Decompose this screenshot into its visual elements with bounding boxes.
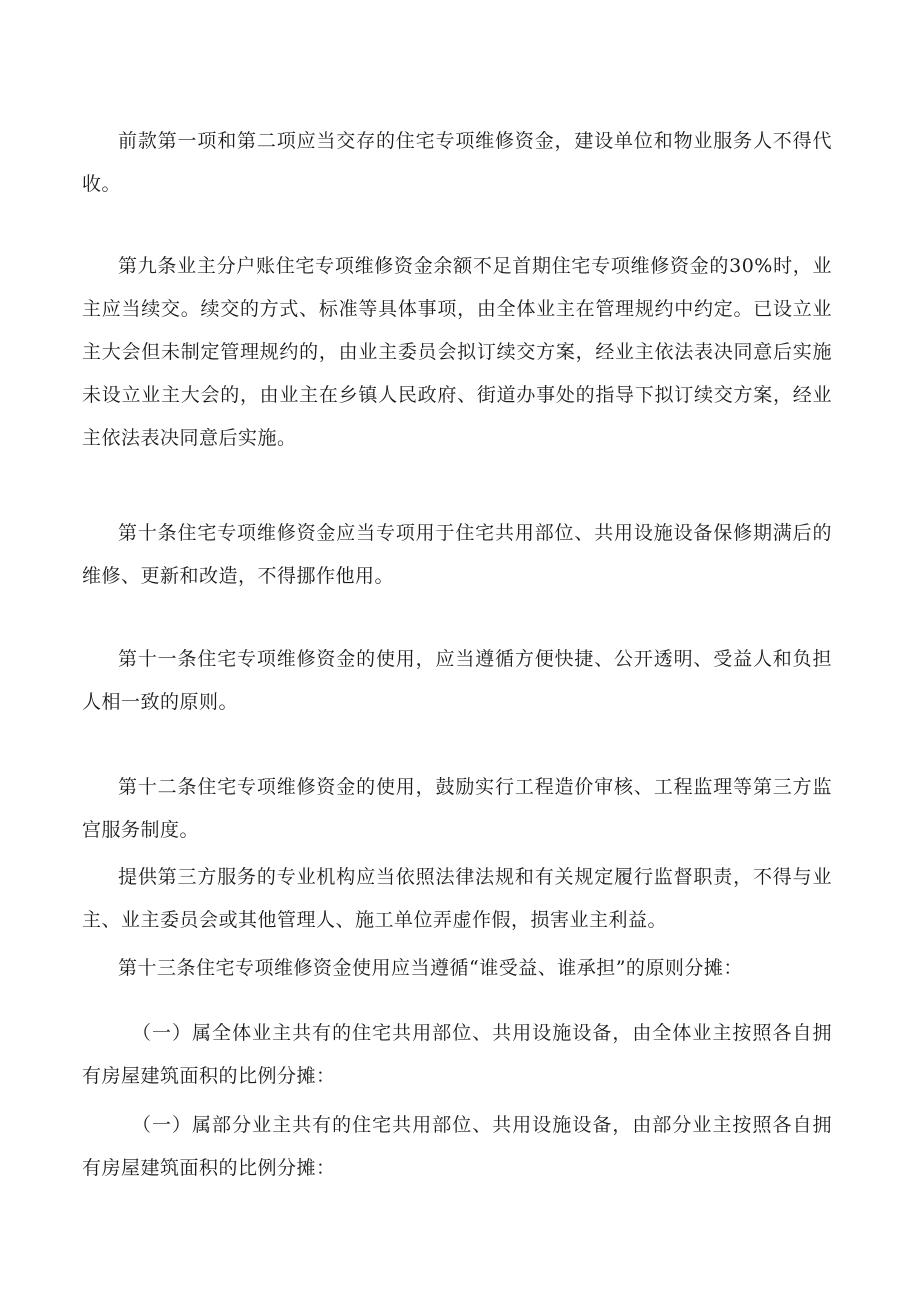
paragraph-article-10: 第十条住宅专项维修资金应当专项用于住宅共用部位、共用设施设备保修期满后的维修、更新和改造，不得挪作他用。 [82,522,832,587]
paragraph-third-party-service: 提供第三方服务的专业机构应当依照法律法规和有关规定履行监督职责，不得与业主、业主委员会或其他管理人、施工单位弄虚作假，损害业主利益。 [82,866,832,931]
paragraph-item-all-owners: （一）属全体业主共有的住宅共用部位、共用设施设备，由全体业主按照各自拥有房屋建筑面积的比例分摊： [82,1022,832,1087]
paragraph-item-partial-owners: （一）属部分业主共有的住宅共用部位、共用设施设备，由部分业主按照各自拥有房屋建筑面积的比例分摊： [82,1114,832,1179]
paragraph-article-9: 第九条业主分户账住宅专项维修资金余额不足首期住宅专项维修资金的30%时，业主应当续交。续交的方式、标准等具体事项，由全体业主在管理规约中约定。已设立业主大会但未制定管理规约的，由业主委员会拟订续交方案，经业主依法表决同意后实施未设立业主大会的，由业主在乡镇人民政府、街道办事处的指导下拟订续交方案，经业主依法表决同意后实施。 [82,255,832,449]
paragraph-article-11: 第十一条住宅专项维修资金的使用，应当遵循方便快捷、公开透明、受益人和负担人相一致的原则。 [82,648,832,713]
paragraph-article-13: 第十三条住宅专项维修资金使用应当遵循“谁受益、谁承担”的原则分摊： [118,957,743,979]
paragraph-article-12: 第十二条住宅专项维修资金的使用，鼓励实行工程造价审核、工程监理等第三方监宫服务制度。 [82,776,832,841]
paragraph-collection-note: 前款第一项和第二项应当交存的住宅专项维修资金，建设单位和物业服务人不得代收。 [82,130,832,195]
